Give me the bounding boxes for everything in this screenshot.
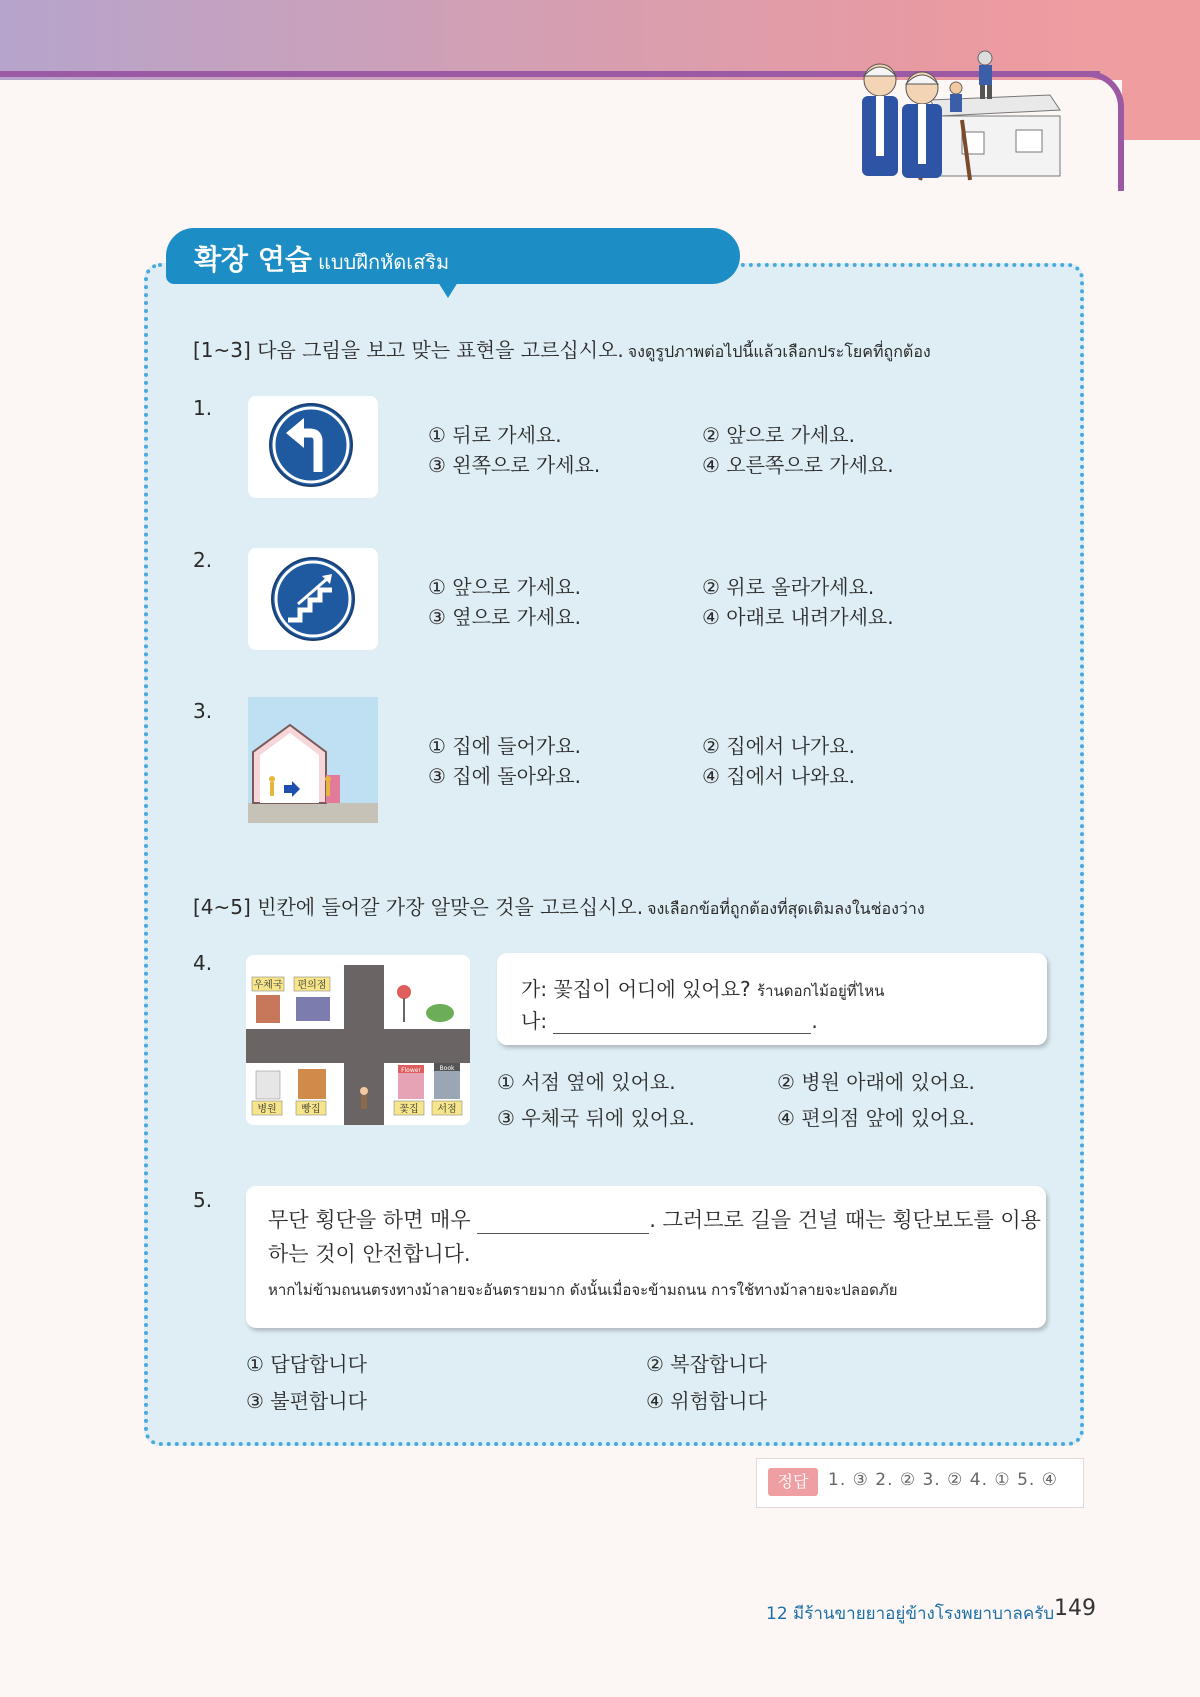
map-label-bookstore: 서점 — [437, 1104, 457, 1115]
option-3[interactable]: ③ 옆으로 가세요. — [428, 605, 581, 629]
option-4[interactable]: ④ 편의점 앞에 있어요. — [777, 1106, 975, 1130]
house-entering-icon — [248, 697, 378, 823]
option-2[interactable]: ② 병원 아래에 있어요. — [777, 1070, 975, 1094]
option-2[interactable]: ② 복잡합니다 — [646, 1352, 767, 1376]
dialog-answer-prefix: 나: — [521, 1009, 548, 1033]
option-4[interactable]: ④ 집에서 나와요. — [702, 764, 855, 788]
option-3[interactable]: ③ 왼쪽으로 가세요. — [428, 453, 601, 477]
passage-text: 무단 횡단을 하면 매우 — [268, 1208, 471, 1232]
answer-key-label: 정답 — [768, 1468, 818, 1496]
question-number: 2. — [193, 548, 213, 572]
question-number: 4. — [193, 951, 213, 975]
option-1[interactable]: ① 서점 옆에 있어요. — [497, 1070, 676, 1094]
header-corner-block — [1122, 0, 1200, 140]
passage-box — [246, 1186, 1046, 1328]
stairs-up-sign-icon — [248, 548, 378, 650]
section-subtitle-thai: แบบฝึกหัดเสริม — [317, 250, 450, 274]
question-number: 1. — [193, 396, 213, 420]
turn-left-sign-icon — [248, 396, 378, 498]
map-label-hospital: 병원 — [257, 1104, 277, 1115]
dialog-line-a — [521, 973, 884, 1003]
instruction-text: [4~5] 빈칸에 들어갈 가장 알맞은 것을 고르십시오. — [193, 895, 644, 919]
instruction-text: [1~3] 다음 그림을 보고 맞는 표현을 고르십시오. — [193, 338, 624, 362]
map-label-convenience-store: 편의점 — [297, 980, 327, 991]
section-title-text: 확장 연습 — [194, 243, 312, 276]
map-label-bakery: 빵집 — [301, 1104, 321, 1115]
option-1[interactable]: ① 앞으로 가세요. — [428, 575, 581, 599]
page-number: 149 — [1054, 1596, 1096, 1621]
dialog-question-thai: ร้านดอกไม้อยู่ที่ไหน — [757, 982, 885, 1000]
workers-illustration — [840, 40, 1080, 190]
instruction-thai: จงเลือกข้อที่ถูกต้องที่สุดเติมลงในช่องว่าง — [647, 899, 925, 918]
answer-blank[interactable] — [477, 1213, 649, 1234]
option-4[interactable]: ④ 오른쪽으로 가세요. — [702, 453, 894, 477]
dialog-box — [497, 953, 1047, 1045]
option-4[interactable]: ④ 아래로 내려가세요. — [702, 605, 894, 629]
footer-chapter-title: 12 มีร้านขายยาอยู่ข้างโรงพยาบาลครับ — [766, 1604, 1055, 1624]
instruction-1-3 — [193, 334, 931, 365]
dialog-line-b: 나: . — [521, 1009, 818, 1033]
passage-line-1 — [268, 1204, 1041, 1234]
section-title — [194, 238, 449, 278]
passage-text: . 그러므로 길을 건널 때는 횡단보도를 이용 — [649, 1208, 1041, 1232]
question-number: 5. — [193, 1188, 213, 1212]
option-3[interactable]: ③ 불편합니다 — [246, 1389, 367, 1413]
option-3[interactable]: ③ 집에 돌아와요. — [428, 764, 581, 788]
option-2[interactable]: ② 위로 올라가세요. — [702, 575, 875, 599]
option-1[interactable]: ① 뒤로 가세요. — [428, 423, 562, 447]
dialog-question: 가: 꽃집이 어디에 있어요? — [521, 977, 751, 1001]
option-3[interactable]: ③ 우체국 뒤에 있어요. — [497, 1106, 695, 1130]
map-label-flower-shop: 꽃집 — [399, 1104, 419, 1115]
book-shop-sign: Book — [439, 1065, 455, 1072]
option-2[interactable]: ② 집에서 나가요. — [702, 734, 855, 758]
map-label-post-office: 우체국 — [253, 980, 283, 991]
question-number: 3. — [193, 699, 213, 723]
instruction-thai: จงดูรูปภาพต่อไปนี้แล้วเลือกประโยคที่ถูกต้อง — [627, 342, 931, 361]
option-4[interactable]: ④ 위험합니다 — [646, 1389, 767, 1413]
option-2[interactable]: ② 앞으로 가세요. — [702, 423, 855, 447]
answer-blank[interactable] — [553, 1013, 811, 1034]
passage-thai: หากไม่ข้ามถนนตรงทางม้าลายจะอันตรายมาก ดังนั้นเมื่อจะข้ามถนน การใช้ทางม้าลายจะปลอดภัย — [268, 1281, 898, 1299]
flower-shop-sign: Flower — [401, 1067, 421, 1074]
option-1[interactable]: ① 집에 들어가요. — [428, 734, 581, 758]
answer-key-text: 1. ③ 2. ② 3. ② 4. ① 5. ④ — [828, 1470, 1058, 1490]
passage-line-2: 하는 것이 안전합니다. — [268, 1242, 471, 1266]
header-rule-curve — [1080, 71, 1124, 191]
street-map-image — [246, 955, 470, 1125]
instruction-4-5 — [193, 891, 925, 922]
option-1[interactable]: ① 답답합니다 — [246, 1352, 367, 1376]
